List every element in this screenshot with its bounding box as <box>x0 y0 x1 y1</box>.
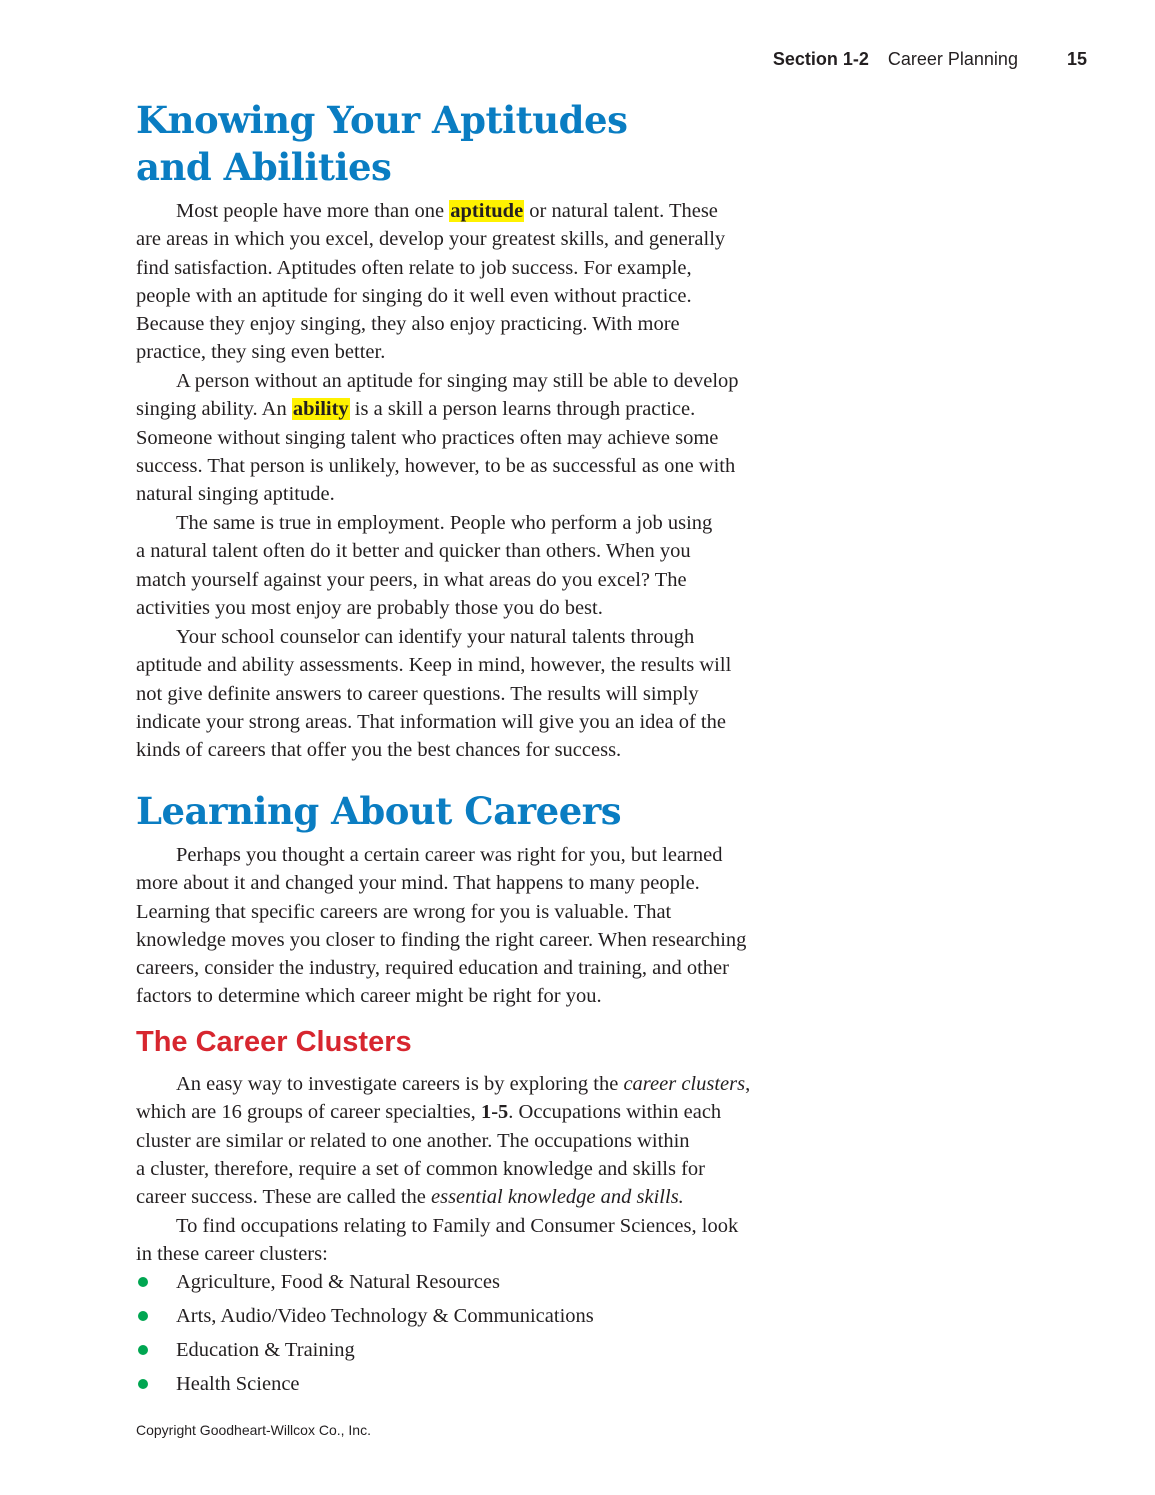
key-term: aptitude <box>450 200 524 222</box>
text-line <box>136 225 836 253</box>
bullet-icon <box>138 1311 148 1321</box>
text-span: is a skill a person learns through practice. <box>349 398 696 421</box>
bullet-icon <box>138 1345 148 1355</box>
bullet-icon <box>138 1379 148 1389</box>
heading-learning-careers: Learning About Careers <box>136 789 622 833</box>
text-span: natural singing aptitude. <box>136 483 335 506</box>
list-item-text: Health Science <box>176 1373 300 1395</box>
text-span: Most people have more than one <box>176 200 450 222</box>
heading-career-clusters: The Career Clusters <box>136 1026 412 1058</box>
text-span: cluster are similar or related to one another. The occupations within <box>136 1129 690 1152</box>
text-span: kinds of careers that offer you the best chances for success. <box>136 739 622 762</box>
list-item-text: Arts, Audio/Video Technology & Communications <box>176 1305 594 1327</box>
text-line <box>136 254 836 282</box>
text-line <box>136 197 836 225</box>
text-span: Someone without singing talent who practices often may achieve some <box>136 426 719 449</box>
text-line <box>136 651 836 679</box>
text-span: career success. These are called the <box>136 1186 431 1209</box>
text-line <box>136 424 836 452</box>
text-line <box>136 869 836 897</box>
text-line <box>136 537 836 565</box>
text-span: a natural talent often do it better and quicker than others. When you <box>136 540 691 563</box>
text-line <box>136 1155 836 1183</box>
heading-line: and Abilities <box>136 145 392 189</box>
list-item <box>136 1299 594 1333</box>
text-span: career clusters <box>623 1073 746 1095</box>
text-span: success. That person is unlikely, however, to be as successful as one with <box>136 454 736 477</box>
text-span: knowledge moves you closer to finding the right career. When researching <box>136 928 747 951</box>
text-span: careers, consider the industry, required education and training, and other <box>136 957 729 980</box>
paragraph <box>136 367 836 508</box>
text-span: activities you most enjoy are probably those you do best. <box>136 596 603 619</box>
text-span: , <box>745 1073 751 1095</box>
text-span: more about it and changed your mind. That happens to many people. <box>136 872 700 895</box>
text-span: Perhaps you thought a certain career was right for you, but learned <box>176 844 723 866</box>
running-header <box>773 49 1087 70</box>
text-line <box>136 982 836 1010</box>
text-span: Your school counselor can identify your natural talents through <box>176 626 695 648</box>
text-line <box>136 708 836 736</box>
text-span: people with an aptitude for singing do it well even without practice. <box>136 284 692 307</box>
text-line <box>136 736 836 764</box>
text-line <box>136 841 836 869</box>
text-line <box>136 395 836 423</box>
paragraph <box>136 197 836 367</box>
text-span: 1-5 <box>480 1101 509 1124</box>
text-span: singing ability. An <box>136 398 292 421</box>
text-span: indicate your strong areas. That information will give you an idea of the <box>136 710 726 733</box>
text-span: find satisfaction. Aptitudes often relate to job success. For example, <box>136 256 692 279</box>
text-line <box>136 338 836 366</box>
paragraph <box>136 841 836 1011</box>
text-line <box>136 954 836 982</box>
text-span: or natural talent. These <box>524 200 718 222</box>
text-span: factors to determine which career might be right for you. <box>136 985 602 1008</box>
text-line <box>136 680 836 708</box>
list-item <box>136 1265 594 1299</box>
text-span: A person without an aptitude for singing may still be able to develop <box>176 370 739 392</box>
text-span: essential knowledge and skills. <box>431 1186 684 1209</box>
text-span: match yourself against your peers, in what areas do you excel? The <box>136 568 687 591</box>
text-span: practice, they sing even better. <box>136 341 386 364</box>
copyright-footer: Copyright Goodheart-Willcox Co., Inc. <box>136 1422 371 1438</box>
list-item <box>136 1333 594 1367</box>
text-line <box>136 926 836 954</box>
paragraph <box>136 623 836 764</box>
text-line <box>136 509 836 537</box>
text-span: Learning that specific careers are wrong for you is valuable. That <box>136 900 672 923</box>
heading-knowing-aptitudes <box>136 97 627 191</box>
text-span: are areas in which you excel, develop your greatest skills, and generally <box>136 228 726 251</box>
text-span: . Occupations within each <box>508 1101 722 1124</box>
text-span: which are 16 groups of career specialties, <box>136 1101 481 1124</box>
list-item <box>136 1367 594 1401</box>
text-span: Because they enjoy singing, they also enjoy practicing. With more <box>136 313 680 336</box>
text-line <box>136 282 836 310</box>
text-span: The same is true in employment. People who perform a job using <box>176 512 713 534</box>
text-span: An easy way to investigate careers is by exploring the <box>176 1073 624 1095</box>
text-line <box>136 898 836 926</box>
text-line <box>136 1098 836 1126</box>
key-term: ability <box>292 398 349 421</box>
text-line <box>136 594 836 622</box>
section-number: Section 1-2 <box>772 49 869 69</box>
text-line <box>136 1212 836 1240</box>
text-span: in these career clusters: <box>136 1243 328 1266</box>
text-line <box>136 566 836 594</box>
text-span: not give definite answers to career questions. The results will simply <box>136 682 699 705</box>
paragraph <box>136 1212 836 1269</box>
text-line <box>136 367 836 395</box>
text-line <box>136 1127 836 1155</box>
page-number: 15 <box>1066 49 1087 69</box>
text-line <box>136 452 836 480</box>
list-item-text: Agriculture, Food & Natural Resources <box>176 1271 500 1293</box>
bullet-icon <box>138 1277 148 1287</box>
paragraph <box>136 1070 836 1211</box>
section-title: Career Planning <box>887 49 1018 69</box>
text-line <box>136 310 836 338</box>
text-span: To find occupations relating to Family and Consumer Sciences, look <box>176 1215 739 1237</box>
text-line <box>136 480 836 508</box>
text-line <box>136 623 836 651</box>
paragraph <box>136 509 836 622</box>
text-span: a cluster, therefore, require a set of common knowledge and skills for <box>136 1157 705 1180</box>
list-item-text: Education & Training <box>176 1339 355 1361</box>
text-line <box>136 1183 836 1211</box>
text-line <box>136 1070 836 1098</box>
heading-line: Knowing Your Aptitudes <box>136 98 628 142</box>
text-span: aptitude and ability assessments. Keep in mind, however, the results will <box>136 654 732 677</box>
career-cluster-list <box>136 1265 594 1401</box>
